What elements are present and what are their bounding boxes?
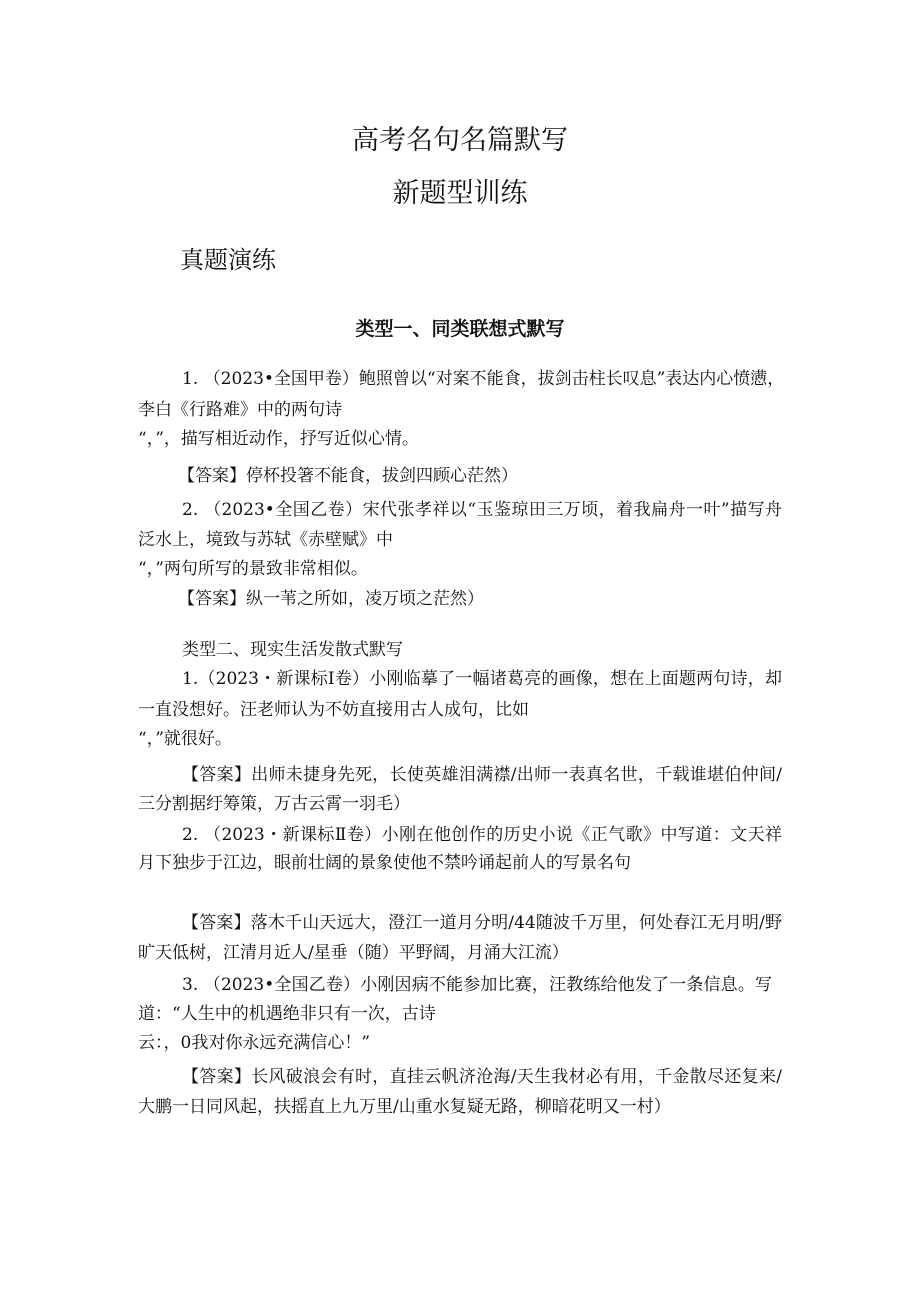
type2-q1-answer-line2: 三分割据纡筹策，万古云霄一羽毛）: [138, 794, 410, 814]
type2-q3-line1: 3. （2023•全国乙卷）小刚因病不能参加比赛，汪教练给他发了一条信息。写: [182, 975, 772, 995]
type2-q3-answer-line1: 【答案】长风破浪会有时，直挂云帆济沧海/天生我材必有用，千金散尽还复来/: [182, 1067, 782, 1087]
type2-q1-line1: 1.（2023・新课标Ⅰ卷）小刚临摹了一幅诸葛亮的画像，想在上面题两句诗，却: [182, 669, 782, 689]
type1-q1-line1: 1. （2023•全国甲卷）鲍照曾以“对案不能食，拔剑击柱长叹息”表达内心愤懑，: [182, 369, 785, 389]
type1-q2-answer: 【答案】纵一苇之所如，凌万顷之茫然）: [178, 589, 484, 609]
type1-q1-line2: 李白《行路难》中的两句诗: [138, 400, 342, 420]
type2-q3-line2: 道：“人生中的机遇绝非只有一次，古诗: [138, 1004, 436, 1024]
type2-q2-answer-line1: 【答案】落木千山天远大，澄江一道月分明/44随波千万里，何处春江无月明/野: [182, 913, 782, 933]
type2-heading: 类型二、现实生活发散式默写: [182, 640, 403, 660]
sub-title: 新题型训练: [392, 178, 528, 209]
type1-q2-line1: 2. （2023•全国乙卷）宋代张孝祥以“玉鉴琼田三万顷，着我扁舟一叶”描写舟: [182, 500, 782, 520]
type2-q2-line2: 月下独步于江边，眼前壮阔的景象使他不禁吟诵起前人的写景名句: [138, 853, 631, 873]
type1-q1-line3: “，”，描写相近动作，抒写近似心情。: [138, 429, 419, 449]
main-title: 高考名句名篇默写: [352, 125, 568, 156]
type2-q1-line3: “，”就很好。: [138, 729, 232, 749]
type2-q1-answer-line1: 【答案】出师未捷身先死，长使英雄泪满襟/出师一表真名世，千载谁堪伯仲间/: [182, 765, 782, 785]
type2-q3-answer-line2: 大鹏一日同风起，扶摇直上九万里/山重水复疑无路，柳暗花明又一村）: [138, 1097, 671, 1117]
type2-q1-line2: 一直没想好。汪老师认为不妨直接用古人成句，比如: [138, 700, 529, 720]
type1-q2-line3: “，”两句所写的景致非常相似。: [138, 559, 368, 579]
type2-q3-line3: 云：，0我对你永远充满信心！”: [138, 1033, 371, 1053]
type1-q2-line2: 泛水上，境致与苏轼《赤壁赋》中: [138, 530, 393, 550]
type1-heading: 类型一、同类联想式默写: [355, 318, 565, 340]
section-heading: 真题演练: [180, 246, 276, 274]
type1-q1-answer: 【答案】停杯投箸不能食，拔剑四顾心茫然）: [178, 466, 518, 486]
type2-q2-line1: 2. （2023・新课标Ⅱ卷）小刚在他创作的历史小说《正气歌》中写道：文天祥: [182, 825, 782, 845]
type2-q2-answer-line2: 旷天低树，江清月近人/星垂（随）平野阔，月涌大江流）: [138, 943, 569, 963]
